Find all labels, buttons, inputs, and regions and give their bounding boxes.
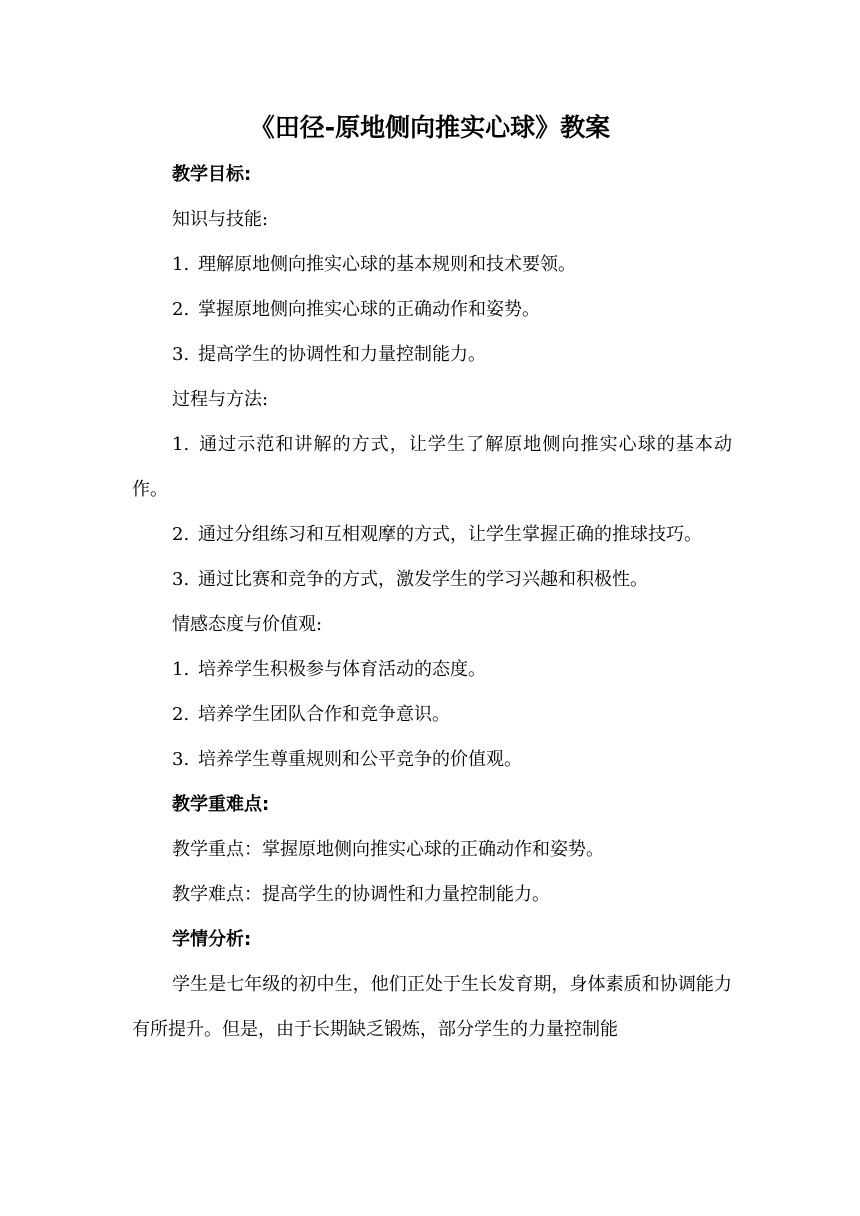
process-label: 过程与方法: <box>172 389 269 410</box>
analysis-heading: 学情分析: <box>172 929 252 950</box>
list-text: 掌握原地侧向推实心球的正确动作和姿势。 <box>198 299 540 320</box>
knowledge-item-2 <box>132 287 732 332</box>
list-text: 提高学生的协调性和力量控制能力。 <box>198 344 486 365</box>
teaching-difficulty: 教学难点：提高学生的协调性和力量控制能力。 <box>172 884 550 905</box>
list-text: 培养学生团队合作和竞争意识。 <box>198 704 450 725</box>
list-number: 1. <box>172 254 190 275</box>
list-number: 2. <box>172 299 190 320</box>
list-text: 培养学生尊重规则和公平竞争的价值观。 <box>198 749 522 770</box>
knowledge-item-3 <box>132 332 732 377</box>
list-text: 通过比赛和竞争的方式，激发学生的学习兴趣和积极性。 <box>198 569 648 590</box>
list-text: 培养学生积极参与体育活动的态度。 <box>198 659 486 680</box>
list-number: 2. <box>172 524 190 545</box>
list-number: 3. <box>172 569 190 590</box>
list-number: 3. <box>172 344 190 365</box>
process-item-3 <box>132 557 732 602</box>
knowledge-item-1 <box>132 242 732 287</box>
objectives-heading: 教学目标: <box>172 164 252 185</box>
list-text: 通过示范和讲解的方式，让学生了解原地侧向推实心球的基本动作。 <box>132 434 732 500</box>
document-title: 《田径-原地侧向推实心球》教案 <box>249 113 611 142</box>
list-text: 通过分组练习和互相观摩的方式，让学生掌握正确的推球技巧。 <box>198 524 702 545</box>
key-points-heading: 教学重难点: <box>172 794 270 815</box>
attitude-item-1 <box>132 647 732 692</box>
document-body <box>132 152 732 1052</box>
process-item-2 <box>132 512 732 557</box>
attitude-item-3 <box>132 737 732 782</box>
attitude-item-2 <box>132 692 732 737</box>
list-text: 理解原地侧向推实心球的基本规则和技术要领。 <box>198 254 576 275</box>
process-item-1 <box>132 422 732 512</box>
list-number: 1. <box>172 434 190 455</box>
list-number: 3. <box>172 749 190 770</box>
list-number: 1. <box>172 659 190 680</box>
knowledge-label: 知识与技能: <box>172 209 269 230</box>
analysis-paragraph: 学生是七年级的初中生，他们正处于生长发育期，身体素质和协调能力有所提升。但是，由于长期缺乏锻炼，部分学生的力量控制能 <box>132 974 732 1040</box>
teaching-focus: 教学重点：掌握原地侧向推实心球的正确动作和姿势。 <box>172 839 604 860</box>
attitude-label: 情感态度与价值观: <box>172 614 323 635</box>
list-number: 2. <box>172 704 190 725</box>
